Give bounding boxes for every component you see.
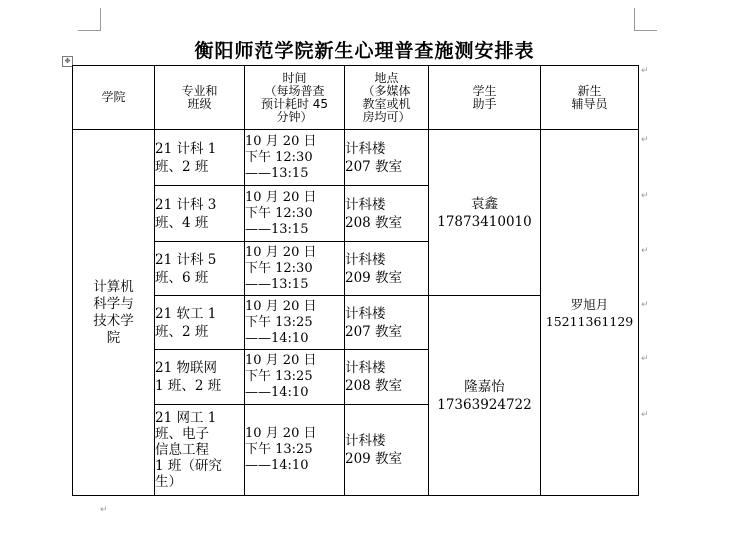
row-end-mark: ↵ bbox=[641, 410, 649, 420]
place-cell: 计科楼 207 教室 bbox=[345, 130, 429, 186]
document-title: 衡阳师范学院新生心理普查施测安排表 bbox=[194, 40, 535, 62]
table-move-handle-icon[interactable]: ✥ bbox=[62, 56, 73, 67]
table-header-row bbox=[73, 66, 639, 130]
place-cell: 计科楼 207 教室 bbox=[345, 296, 429, 350]
time-cell: 10 月 20 日 下午 13:25 ——14:10 bbox=[245, 296, 345, 350]
header-helper: 学生 助手 bbox=[429, 66, 541, 130]
helper-name: 隆嘉怡 bbox=[464, 378, 505, 395]
major-cell: 21 计科 5 班、6 班 bbox=[155, 242, 245, 296]
header-counselor: 新生 辅导员 bbox=[541, 66, 639, 130]
helper-name: 袁鑫 bbox=[471, 195, 498, 212]
row-end-mark: ↵ bbox=[641, 354, 649, 364]
schedule-table bbox=[72, 65, 639, 496]
paragraph-mark: ↵ bbox=[100, 505, 108, 515]
row-end-mark: ↵ bbox=[641, 246, 649, 256]
time-cell: 10 月 20 日 下午 13:25 ——14:10 bbox=[245, 350, 345, 405]
header-major: 专业和 班级 bbox=[155, 66, 245, 130]
major-cell: 21 计科 1 班、2 班 bbox=[155, 130, 245, 186]
time-cell: 10 月 20 日 下午 12:30 ——13:15 bbox=[245, 130, 345, 186]
place-cell: 计科楼 208 教室 bbox=[345, 350, 429, 405]
place-cell: 计科楼 209 教室 bbox=[345, 405, 429, 496]
helper-cell bbox=[429, 130, 541, 296]
time-cell: 10 月 20 日 下午 12:30 ——13:15 bbox=[245, 242, 345, 296]
helper-phone: 17873410010 bbox=[437, 213, 532, 230]
major-cell: 21 计科 3 班、4 班 bbox=[155, 186, 245, 242]
counselor-name: 罗旭月 bbox=[570, 296, 609, 312]
college-cell: 计算机 科学与 技术学 院 bbox=[73, 130, 155, 496]
counselor-phone: 15211361129 bbox=[545, 313, 634, 329]
helper-cell bbox=[429, 296, 541, 496]
time-cell: 10 月 20 日 下午 13:25 ——14:10 bbox=[245, 405, 345, 496]
row-end-mark: ↵ bbox=[641, 300, 649, 310]
place-cell: 计科楼 209 教室 bbox=[345, 242, 429, 296]
page-corner-top-right bbox=[634, 8, 657, 31]
helper-phone: 17363924722 bbox=[437, 396, 532, 413]
row-end-mark: ↵ bbox=[641, 66, 649, 76]
header-place: 地点 （多媒体 教室或机 房均可） bbox=[345, 66, 429, 130]
time-cell: 10 月 20 日 下午 12:30 ——13:15 bbox=[245, 186, 345, 242]
table-row bbox=[73, 130, 639, 186]
page-corner-top-left bbox=[78, 8, 101, 31]
header-college: 学院 bbox=[73, 66, 155, 130]
row-end-mark: ↵ bbox=[641, 135, 649, 145]
row-end-mark: ↵ bbox=[641, 191, 649, 201]
place-cell: 计科楼 208 教室 bbox=[345, 186, 429, 242]
major-cell: 21 物联网 1 班、2 班 bbox=[155, 350, 245, 405]
major-cell: 21 网工 1 班、电子 信息工程 1 班（研究 生） bbox=[155, 405, 245, 496]
major-cell: 21 软工 1 班、2 班 bbox=[155, 296, 245, 350]
counselor-cell bbox=[541, 130, 639, 496]
header-time: 时间 （每场普查 预计耗时 45 分钟） bbox=[245, 66, 345, 130]
